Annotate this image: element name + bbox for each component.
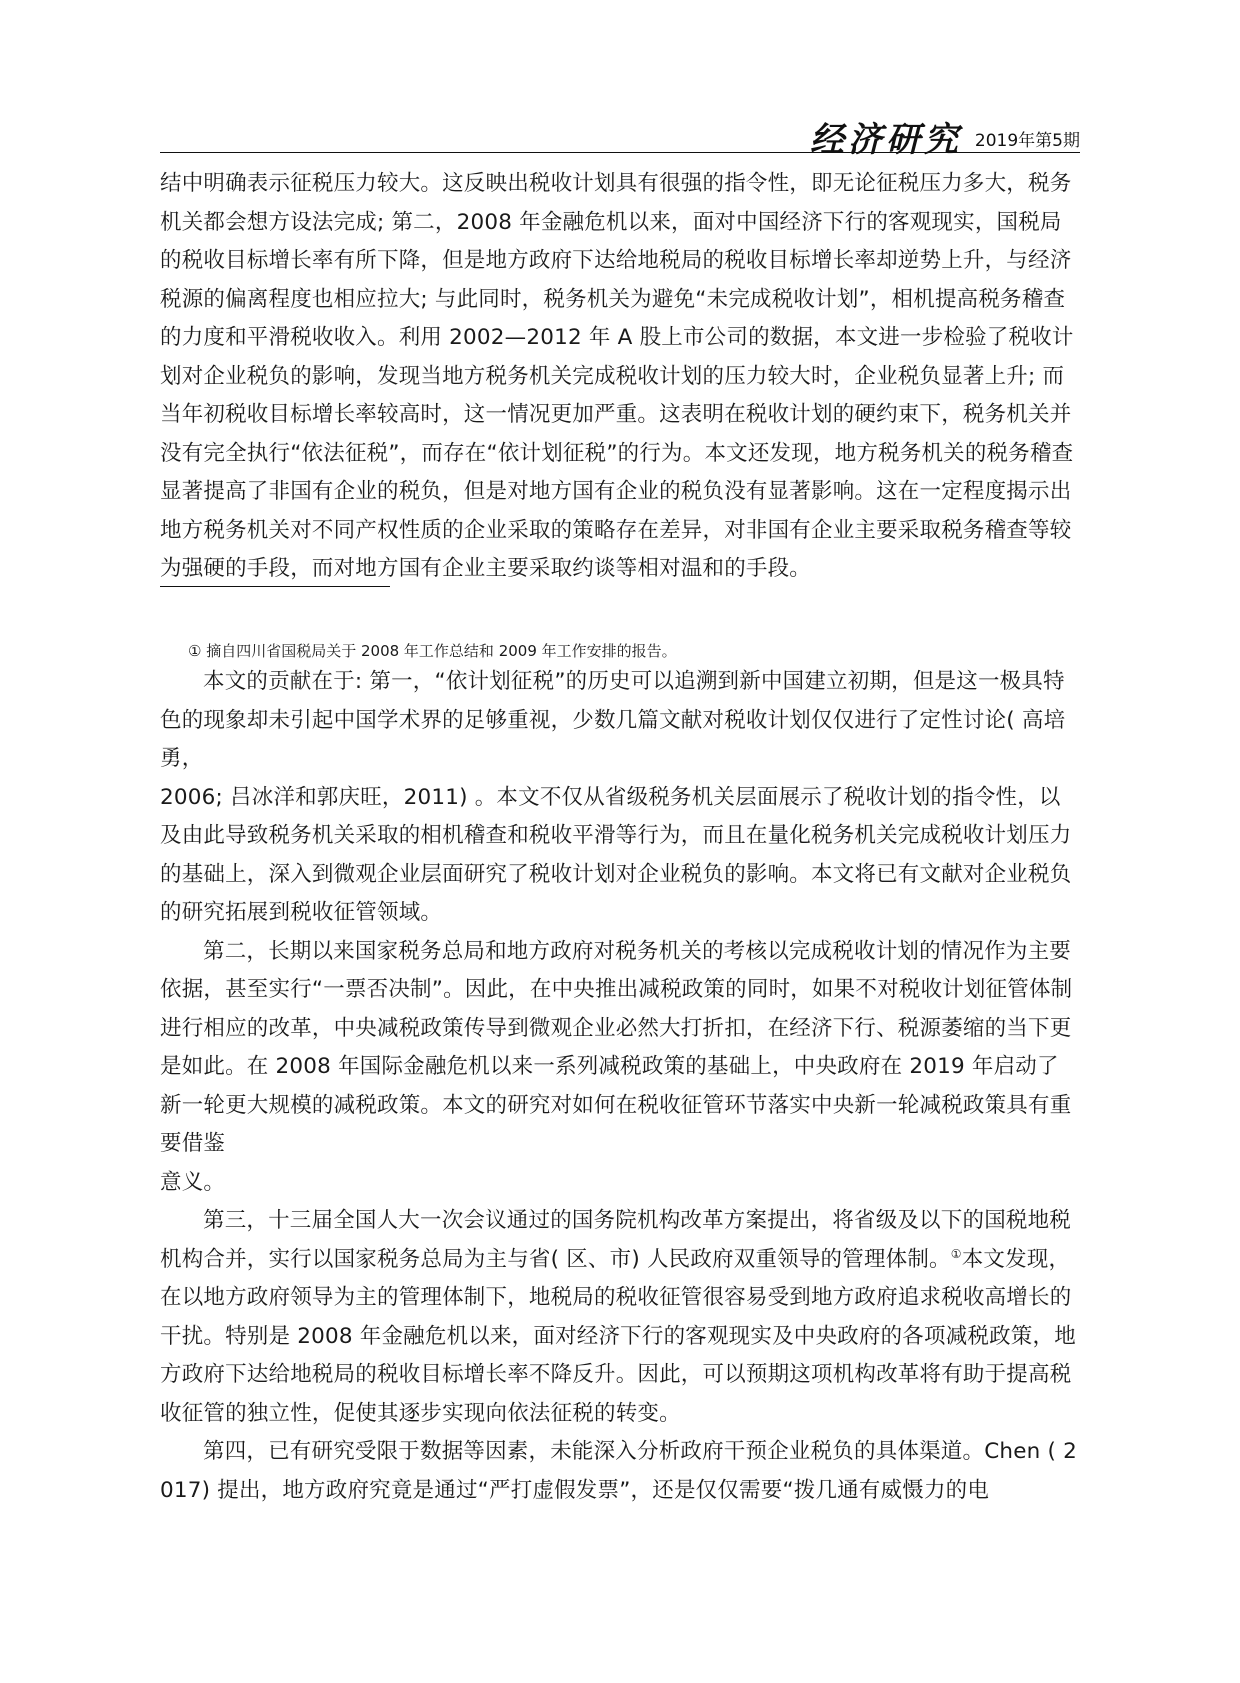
paragraph-contribution-2a: 第二，长期以来国家税务总局和地方政府对税务机关的考核以完成税收计划的情况作为主要依据，甚至实行“一票否决制”。因此，在中央推出减税政策的同时，如果不对税收计划征管体制进行相应的改革，中央减税政策传导到微观企业必然大打折扣，在经济下行、税源萎缩的当下更是如此。在 2008 年国际金融危机以来一系列减税政策的基础上，中央政府在 2019 年启动了新一轮更大规模的减税政策。本文的研究对如何在税收征管环节落实中央新一轮减税政策具有重要借鉴 — [160, 938, 1073, 1156]
paragraph-contribution-1a: 本文的贡献在于: 第一，“依计划征税”的历史可以追溯到新中国建立初期，但是这一极具特色的现象却未引起中国学术界的足够重视，少数几篇文献对税收计划仅仅进行了定性讨论( 高培勇， — [160, 669, 1066, 771]
paragraph-contribution-1b: 2006; 吕冰洋和郭庆旺，2011) 。本文不仅从省级税务机关层面展示了税收计划的指令性，以及由此导致税务机关采取的相机稽查和税收平滑等行为，而且在量化税务机关完成税收计划压力的基础上，深入到微观企业层面研究了税收计划对企业税负的影响。本文将已有文献对企业税负的研究拓展到税收征管领域。 — [160, 784, 1072, 925]
body-main — [160, 663, 1080, 1510]
header-rule — [160, 152, 1080, 153]
footnote-ref: ① — [950, 1246, 962, 1261]
paragraph-contribution-2b: 意义。 — [160, 1169, 226, 1195]
body-top — [160, 165, 1080, 589]
paragraph-3-text-after: 本文发现，在以地方政府领导为主的管理体制下，地税局的税收征管很容易受到地方政府追求税收高增长的干扰。特别是 2008 年金融危机以来，面对经济下行的客观现实及中央政府的各项减税政策，地方政府下达给地税局的税收目标增长率不降反升。因此，可以预期这项机构改革将有助于提高税收征管的独立性，促使其逐步实现向依法征税的转变。 — [160, 1246, 1076, 1426]
running-header — [160, 112, 1080, 160]
journal-logo: 经济研究 — [810, 120, 962, 160]
paragraph-contribution-3 — [160, 1202, 1080, 1433]
paragraph-3-text-before: 第三，十三届全国人大一次会议通过的国务院机构改革方案提出，将省级及以下的国税地税机构合并，实行以国家税务总局为主与省( 区、市) 人民政府双重领导的管理体制。 — [160, 1208, 1072, 1272]
footnote: ① 摘自四川省国税局关于 2008 年工作总结和 2009 年工作安排的报告。 — [188, 642, 677, 660]
paragraph-continued: 结中明确表示征税压力较大。这反映出税收计划具有很强的指令性，即无论征税压力多大，税务机关都会想方设法完成; 第二，2008 年金融危机以来，面对中国经济下行的客观现实，国税局的税收目标增长率有所下降，但是地方政府下达给地税局的税收目标增长率却逆势上升，与经济税源的偏离程度也相应拉大; 与此同时，税务机关为避免“未完成税收计划”，相机提高税务稽查的力度和平滑税收收入。利用 2002—2012 年 A 股上市公司的数据，本文进一步检验了税收计划对企业税负的影响，发现当地方税务机关完成税收计划的压力较大时，企业税负显著上升; 而当年初税收目标增长率较高时，这一情况更加严重。这表明在税收计划的硬约束下，税务机关并没有完全执行“依法征税”，而存在“依计划征税”的行为。本文还发现，地方税务机关的税务稽查显著提高了非国有企业的税负，但是对地方国有企业的税负没有显著影响。这在一定程度揭示出地方税务机关对不同产权性质的企业采取的策略存在差异，对非国有企业主要采取税务稽查等较为强硬的手段，而对地方国有企业主要采取约谈等相对温和的手段。 — [160, 171, 1074, 581]
footnote-rule — [160, 586, 390, 587]
issue-label: 2019年第5期 — [974, 131, 1080, 151]
paragraph-contribution-4: 第四，已有研究受限于数据等因素，未能深入分析政府干预企业税负的具体渠道。Chen ( 2017) 提出，地方政府究竟是通过“严打虚假发票”，还是仅仅需要“拨几通有威慑力的电 — [160, 1439, 1078, 1503]
